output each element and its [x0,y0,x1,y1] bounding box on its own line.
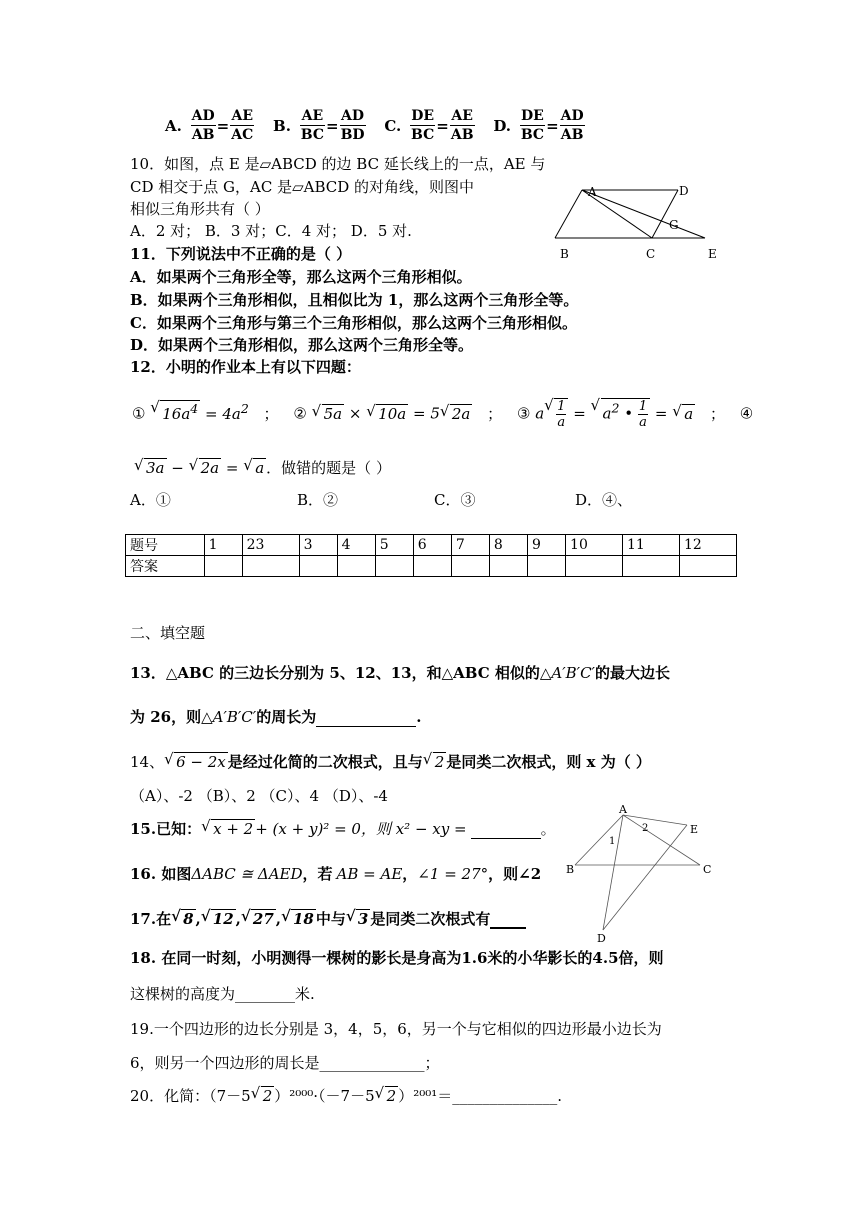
q14-options: （A）、-2 （B）、2 （C）、4 （D）、-4 [130,787,388,805]
q12-option-c: C．③ [434,491,476,509]
answer-cell[interactable] [679,556,736,577]
answer-cell[interactable] [299,556,337,577]
q12-fourth-expression: √ 3a − √ 2a = √ a ．做错的题是（ ） [132,457,391,478]
q15: 15.已知：√ x + 2 + (x + y)² = 0，则 x² − xy = 。 [130,818,556,839]
label-d: D [597,932,606,945]
label-c: C [703,863,712,876]
answer-cell[interactable] [623,556,680,577]
label-angle-1: 1 [609,836,616,847]
q11-stem: 11．下列说法中不正确的是（ ） [130,245,352,263]
label-g: G [669,218,679,232]
q10-line2: CD 相交于点 G，AC 是▱ABCD 的对角线，则图中 [130,178,475,196]
q19-line2: 6，则另一个四边形的周长是______________； [130,1054,440,1072]
label-angle-2: 2 [642,823,649,834]
q14-line1: 14、√ 6 − 2x 是经过化简的二次根式，且与√ 2 是同类二次根式，则 x 为（ ） [130,751,651,772]
q10-line3: 相似三角形共有（ ） [130,200,270,218]
q13-answer-blank[interactable] [316,712,416,727]
q9-option-b: B. $\frac{AE}{BC}$ = $\frac{AD}{BD}$ [273,108,365,143]
answer-cell[interactable] [242,556,299,577]
answer-cell[interactable] [204,556,242,577]
q17-answer-blank[interactable] [490,913,526,929]
parallelogram-figure [550,180,730,265]
q15-answer-blank[interactable] [471,824,541,839]
label-a: A [588,185,597,199]
q12-stem: 12．小明的作业本上有以下四题： [130,358,361,376]
q11-option-d: D．如果两个三角形相似，那么这两个三角形全等。 [130,336,474,354]
answer-cell[interactable] [413,556,451,577]
table-row: 题号 1 23 3 4 5 6 7 8 9 10 11 12 [126,535,737,556]
q12-expressions: ① √ $16a^4 = 4a^2$ ； ② √ 5a × √ 10a = 5√ 2a ； ③ a √ $\frac{1}{a}$ = √ $a^2$ • $\frac{1}{a}$ = √ a ； ④ [132,398,742,430]
q9-option-a: A. $\frac{AD}{AB}$ = $\frac{AE}{AC}$ [165,108,254,143]
section-title: 二、填空题 [130,624,206,642]
answer-cell[interactable] [375,556,413,577]
q12-option-d: D．④、 [575,491,633,509]
label-b: B [566,863,575,876]
q19-line1: 19.一个四边形的边长分别是 3，4，5，6，另一个与它相似的四边形最小边长为 [130,1020,662,1038]
q10-line1: 10．如图，点 E 是▱ABCD 的边 BC 延长线上的一点，AE 与 [130,155,546,173]
q11-option-a: A．如果两个三角形全等，那么这两个三角形相似。 [130,268,472,286]
q13-line1: 13．△ABC 的三边长分别为 5、12、13，和△ABC 相似的△A′B′C′的最大边长 [130,664,670,682]
label-e: E [708,247,717,261]
q18-line2: 这棵树的高度为________米. [130,985,315,1003]
q13-line2: 为 26，则△A′B′C′的周长为 . [130,708,422,726]
q16: 16. 如图ΔABC ≅ ΔAED，若 AB = AE，∠1 = 27°，则∠2 [130,865,542,883]
table-row: 答案 [126,556,737,577]
q12-option-b: B．② [297,491,339,509]
label-d: D [679,184,689,198]
answer-cell[interactable] [566,556,623,577]
q10-options: A．2 对； B．3 对；C．4 对； D．5 对. [130,222,412,240]
answer-cell[interactable] [527,556,565,577]
answer-cell[interactable] [337,556,375,577]
q20: 20．化简：（7－5√ 2 ）²⁰⁰⁰·（－7－5√ 2 ）²⁰⁰¹＝______________. [130,1085,562,1106]
q9-option-c: C. $\frac{DE}{BC}$ = $\frac{AE}{AB}$ [384,108,474,143]
answer-cell[interactable] [489,556,527,577]
label-e: E [690,823,699,836]
q11-option-b: B．如果两个三角形相似，且相似比为 1，那么这两个三角形全等。 [130,291,579,309]
q17: 17.在√ 8 ,√ 12 ,√ 27 ,√ 18 中与√ 3 是同类二次根式有 [130,908,526,929]
q9-options [165,107,599,144]
label-b: B [560,247,569,261]
label-c: C [646,247,656,261]
q18-line1: 18. 在同一时刻，小明测得一棵树的影长是身高为1.6米的小华影长的4.5倍，则 [130,949,664,967]
q9-option-d: D. $\frac{DE}{BC}$ = $\frac{AD}{AB}$ [493,108,584,143]
label-a: A [619,805,627,816]
triangle-figure [565,805,725,945]
q11-option-c: C．如果两个三角形与第三个三角形相似，那么这两个三角形相似。 [130,314,577,332]
answer-cell[interactable] [451,556,489,577]
q12-option-a: A．① [130,491,171,509]
answer-table [125,534,737,577]
